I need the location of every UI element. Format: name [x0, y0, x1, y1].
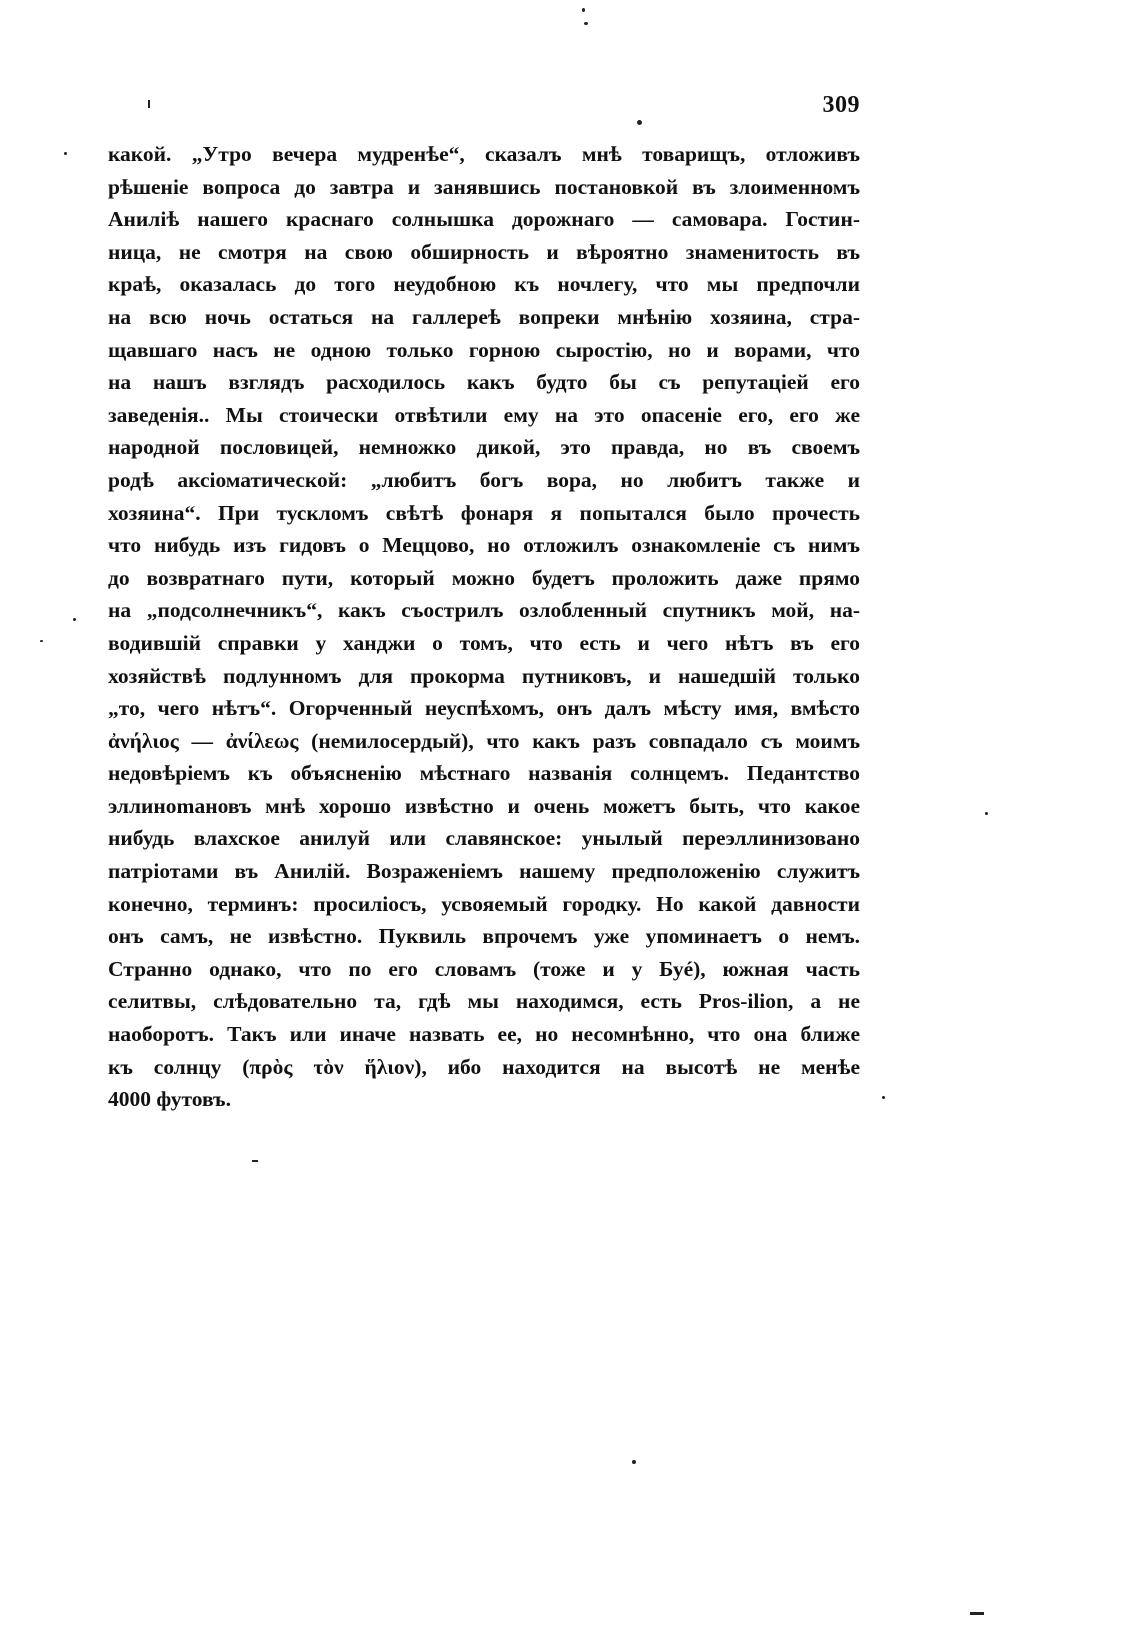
scan-speck	[637, 120, 642, 125]
text-line: рѣшеніе вопроса до завтра и занявшись постановкой въ злоименномъ	[108, 174, 860, 199]
text-line: недовѣріемъ къ объясненію мѣстнаго названія солнцемъ. Педантство	[108, 761, 860, 786]
text-line: на всю ночь остаться на галлереѣ вопреки мнѣнію хозяина, стра-	[108, 304, 860, 329]
scan-speck	[882, 1096, 885, 1099]
scan-speck	[632, 1460, 636, 1464]
page-number: 309	[822, 92, 860, 118]
scan-speck	[73, 618, 76, 621]
text-line: родѣ аксіоматической: „любитъ богъ вора, но любитъ также и	[108, 467, 860, 492]
text-line: народной пословицей, немножко дикой, это правда, но въ своемъ	[108, 435, 860, 460]
text-line: хозяйствѣ подлунномъ для прокорма путниковъ, и нашедшій только	[108, 663, 860, 688]
text-line: до возвратнаго пути, который можно будетъ проложить даже прямо	[108, 565, 860, 590]
text-line: на нашъ взглядъ расходилось какъ будто бы съ репутаціей его	[108, 370, 860, 395]
text-line: что нибудь изъ гидовъ о Меццово, но отложилъ ознакомленіе съ нимъ	[108, 533, 860, 558]
text-line: къ солнцу (πρὸς τὸν ἥλιον), ибо находится на высотѣ не менѣе	[108, 1054, 860, 1079]
text-line: Анилiѣ нашего краснаго солнышка дорожнаго — самовара. Гостин-	[108, 207, 860, 232]
text-line-last: 4000 футовъ.	[108, 1087, 231, 1112]
text-line: патріотами въ Анилiй. Возраженіемъ нашему предположенію служитъ	[108, 859, 860, 884]
scan-speck	[584, 22, 588, 25]
scan-speck	[40, 640, 43, 642]
scan-speck	[582, 8, 585, 12]
text-line: конечно, терминъ: просиліосъ, усвояемый городку. Но какой давности	[108, 891, 860, 916]
text-line: какой. „Утро вечера мудренѣе“, сказалъ мнѣ товарищъ, отложивъ	[108, 142, 860, 166]
text-line: Странно однако, что по его словамъ (тоже и у Буé), южная часть	[108, 956, 860, 981]
scan-mark	[148, 100, 150, 108]
text-line: селитвы, слѣдовательно та, гдѣ мы находимся, есть Pros-ilion, а не	[108, 989, 860, 1014]
scan-mark	[970, 1612, 984, 1615]
scan-speck	[985, 812, 988, 815]
text-line: наоборотъ. Такъ или иначе назвать ее, но несомнѣнно, что она ближе	[108, 1022, 860, 1047]
scan-speck	[64, 152, 67, 155]
text-line: щавшаго насъ не одною только горною сыростію, но и ворами, что	[108, 337, 860, 362]
text-line: заведенія.. Мы стоически отвѣтили ему на это опасеніе его, его же	[108, 402, 860, 427]
text-line: хозяина“. При тускломъ свѣтѣ фонаря я попытался было прочесть	[108, 500, 860, 525]
body-text	[108, 138, 860, 1116]
text-line: „то, чего нѣтъ“. Огорченный неуспѣхомъ, онъ далъ мѣсту имя, вмѣсто	[108, 696, 860, 721]
text-line: эллиноmановъ мнѣ хорошо извѣстно и очень можетъ быть, что какое	[108, 793, 860, 818]
text-line: ἀνήλιος — ἀνίλεως (немилосердый), что какъ разъ совпадало съ моимъ	[108, 728, 860, 753]
text-line: на „подсолнечникъ“, какъ съострилъ озлобленный спутникъ мой, на-	[108, 598, 860, 623]
text-line: онъ самъ, не извѣстно. Пуквиль впрочемъ уже упоминаетъ о немъ.	[108, 924, 860, 949]
text-line: водившій справки у ханджи о томъ, что есть и чего нѣтъ въ его	[108, 630, 860, 655]
text-line: ница, не смотря на свою обширность и вѣроятно знаменитость въ	[108, 239, 860, 264]
scan-mark	[252, 1160, 258, 1162]
text-line: нибудь влахское анилуй или славянское: унылый переэллинизовано	[108, 826, 860, 851]
text-line: краѣ, оказалась до того неудобною къ ночлегу, что мы предпочли	[108, 272, 860, 297]
